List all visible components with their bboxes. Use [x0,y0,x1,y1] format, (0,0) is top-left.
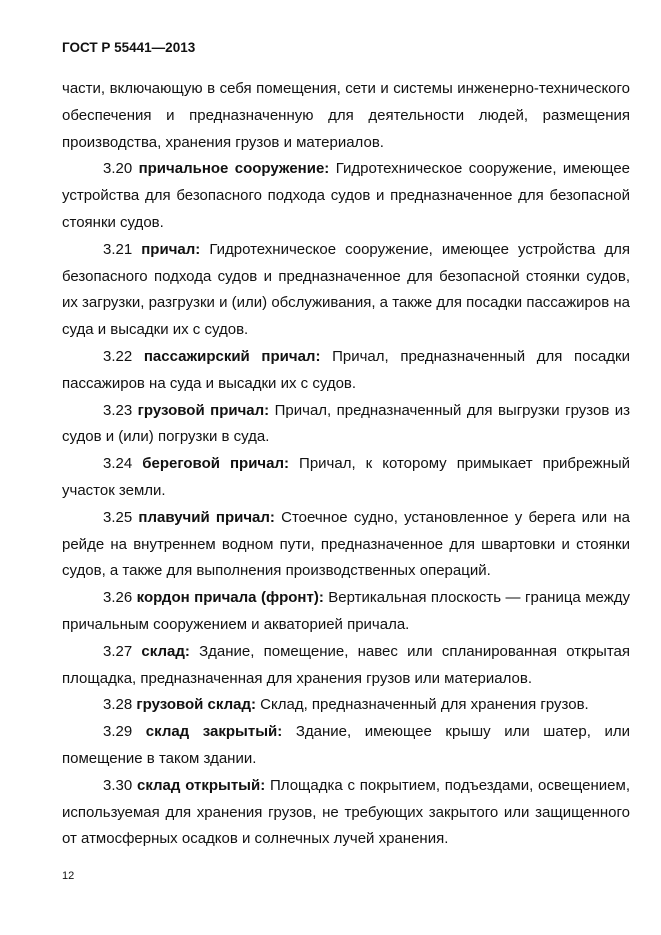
clause-number: 3.30 [103,776,133,794]
document-body [62,76,630,853]
page-number: 12 [62,870,75,882]
definition-text: Площадка с покрытием, подъездами, освещением, используемая для хранения грузов, не требующих закрытого или защищенного от атмосферных осадков и солнечных лучей хранения. [62,776,631,848]
term: причал: [141,240,201,258]
term: грузовой причал: [137,401,270,419]
definition-3-30 [62,773,630,853]
definition-text: Причал, к которому примыкает прибрежный участок земли. [62,455,631,499]
term: плавучий причал: [138,508,275,526]
definition-3-27 [62,639,630,693]
term: склад открытый: [137,776,266,794]
definition-text: Причал, предназначенный для выгрузки грузов из судов и (или) погрузки в суда. [62,401,630,446]
continuation-paragraph: части, включающую в себя помещения, сети и системы инженерно-технического обеспечения и предназначенную для деятельности людей, размещения производства, хранения грузов и материалов. [62,80,630,151]
clause-number: 3.20 [103,160,133,178]
clause-number: 3.28 [103,696,133,714]
definition-3-22 [62,344,630,398]
term: кордон причала (фронт): [136,589,324,607]
definition-3-24 [62,451,630,505]
definition-3-29 [62,719,630,773]
definition-text: Здание, имеющее крышу или шатер, или помещение в таком здании. [62,723,630,767]
clause-number: 3.29 [103,723,133,741]
term: грузовой склад: [136,696,256,714]
clause-number: 3.22 [103,347,133,365]
definition-text: Стоечное судно, установленное у берега или на рейде на внутреннем водном пути, предназначенное для швартовки и стоянки судов, а также для выполнения производственных операций. [62,508,630,580]
definition-text: Гидротехническое сооружение, имеющее устройства для безопасного подхода судов и предназначенное для безопасной стоянки судов, их загрузки, разгрузки и (или) обслуживания, а также для посадки пассажиров на суда и высадки их с судов. [62,240,630,339]
clause-number: 3.21 [103,240,133,258]
definition-3-21 [62,237,630,344]
clause-number: 3.25 [103,508,133,526]
clause-number: 3.27 [103,642,133,660]
clause-number: 3.24 [103,455,133,473]
term: пассажирский причал: [143,347,321,365]
term: причальное сооружение: [138,160,330,178]
definition-text: Здание, помещение, навес или спланированная открытая площадка, предназначенная для хранения грузов или материалов. [62,642,630,687]
term: береговой причал: [142,455,290,473]
definition-text: Причал, предназначенный для посадки пассажиров на суда и высадки их с судов. [62,347,631,392]
definition-3-25 [62,505,630,585]
clause-number: 3.23 [103,401,133,419]
term: склад закрытый: [145,723,283,741]
definition-3-23 [62,398,630,452]
definition-text: Склад, предназначенный для хранения грузов. [260,696,589,714]
definition-3-26 [62,585,630,639]
standard-header: ГОСТ Р 55441—2013 [62,40,196,55]
definition-text: Гидротехническое сооружение, имеющее устройства для безопасного подхода судов и предназначенное для безопасной стоянки судов. [62,160,631,231]
clause-number: 3.26 [103,589,133,607]
definition-text: Вертикальная плоскость — граница между причальным сооружением и акваторией причала. [62,589,630,633]
definition-3-28 [62,692,630,719]
term: склад: [141,642,190,660]
definition-3-20 [62,156,630,236]
